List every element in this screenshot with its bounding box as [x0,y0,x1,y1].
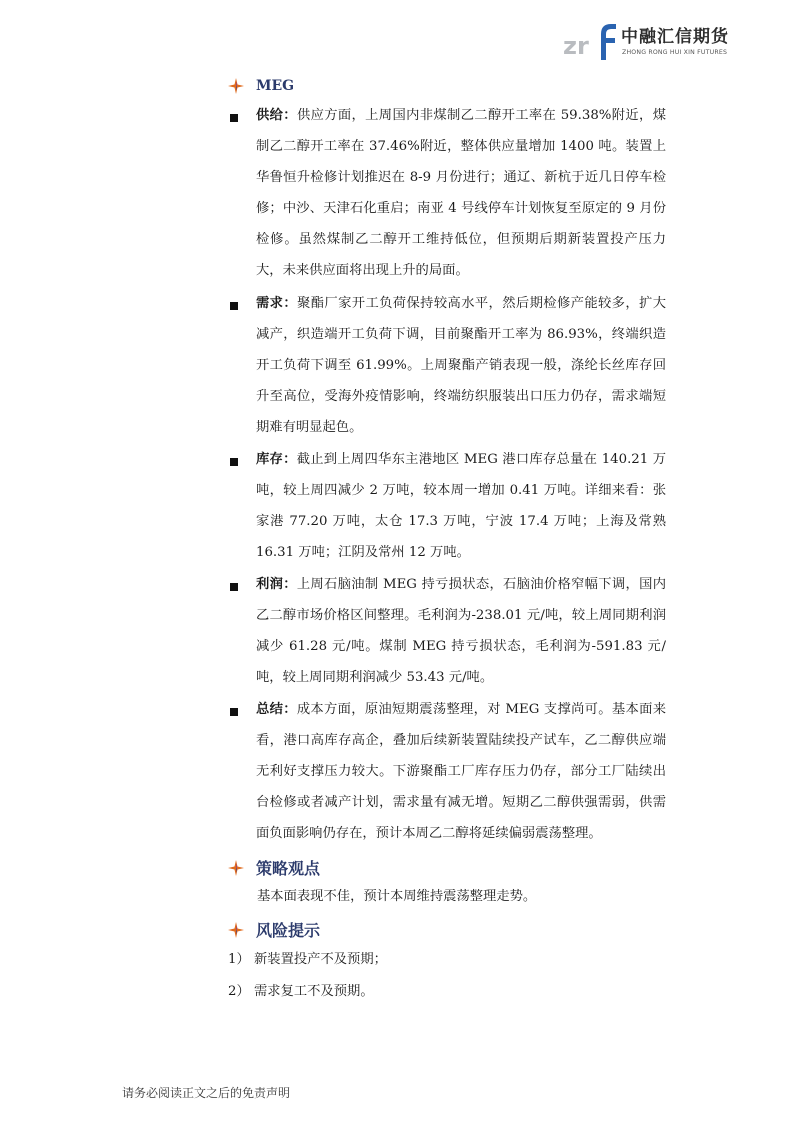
brand-logo [563,20,753,64]
zrf-logo-icon [563,20,619,64]
strategy-text: 基本面表现不佳，预计本周维持震荡整理走势。 [257,889,537,904]
brand-name-en: ZHONG RONG HUI XIN FUTURES [622,49,728,56]
summary-paragraph [256,694,666,849]
profit-paragraph [256,569,666,693]
summary-text: 成本方面，原油短期震荡整理，对 MEG 支撑尚可。基本面来看，港口高库存高企，叠加后续新装置陆续投产试车，乙二醇供应端无利好支撑压力较大。下游聚酯工厂库存压力仍存，部分工厂陆续出台检修或者减产计划，需求量有减无增。短期乙二醇供强需弱，供需面负面影响仍存在，预计本周乙二醇将延续偏弱震荡整理。 [256,702,666,841]
inventory-paragraph [256,444,666,568]
risk-heading-text: 风险提示 [256,921,321,940]
inventory-label: 库存： [256,452,297,467]
supply-paragraph [256,100,666,286]
four-point-star-icon [228,860,244,876]
four-point-star-icon [228,922,244,938]
profit-text: 上周石脑油制 MEG 持亏损状态，石脑油价格窄幅下调，国内乙二醇市场价格区间整理。毛利润为-238.01 元/吨，较上周同期利润减少 61.28 元/吨。煤制 MEG 持亏损状态，毛利润为-591.83 元/吨，较上周同期利润减少 53.43 元/吨。 [256,577,666,685]
brand-name-cn: 中融汇信期货 [621,27,729,47]
profit-label: 利润： [256,577,297,592]
square-bullet-icon [230,114,238,122]
four-point-star-icon [228,78,244,94]
strategy-heading-text: 策略观点 [256,859,321,878]
square-bullet-icon [230,708,238,716]
strategy-heading [228,856,320,879]
square-bullet-icon [230,458,238,466]
meg-heading [228,78,294,94]
risk-item-1: 1） 新装置投产不及预期； [228,952,387,967]
svg-text:zr: zr [563,32,589,60]
supply-text: 供应方面，上周国内非煤制乙二醇开工率在 59.38%附近，煤制乙二醇开工率在 37.46%附近，整体供应量增加 1400 吨。装置上华鲁恒升检修计划推迟在 8-9 月份进行；通辽、新杭于近几日停车检修；中沙、天津石化重启；南亚 4 号线停车计划恢复至原定的 9 月份检修。虽然煤制乙二醇开工维持低位，但预期后期新装置投产压力大，未来供应面将出现上升的局面。 [256,108,666,278]
disclaimer-footer: 请务必阅读正文之后的免责声明 [122,1086,291,1100]
risk-item-2: 2） 需求复工不及预期。 [228,984,374,999]
meg-heading-text: MEG [256,78,295,94]
demand-text: 聚酯厂家开工负荷保持较高水平，然后期检修产能较多，扩大减产，织造端开工负荷下调，目前聚酯开工率为 86.93%，终端织造开工负荷下调至 61.99%。上周聚酯产销表现一般，涤纶长丝库存回升至高位，受海外疫情影响，终端纺织服装出口压力仍存，需求端短期难有明显起色。 [256,296,667,435]
demand-label: 需求： [256,296,298,311]
risk-heading [228,918,320,941]
square-bullet-icon [230,302,238,310]
demand-paragraph [256,288,666,443]
supply-label: 供给： [256,108,297,123]
inventory-text: 截止到上周四华东主港地区 MEG 港口库存总量在 140.21 万吨，较上周四减少 2 万吨，较本周一增加 0.41 万吨。详细来看：张家港 77.20 万吨，太仓 17.3 万吨，宁波 17.4 万吨；上海及常熟 16.31 万吨；江阴及常州 12 万吨。 [256,452,666,560]
summary-label: 总结： [256,702,297,717]
square-bullet-icon [230,583,238,591]
